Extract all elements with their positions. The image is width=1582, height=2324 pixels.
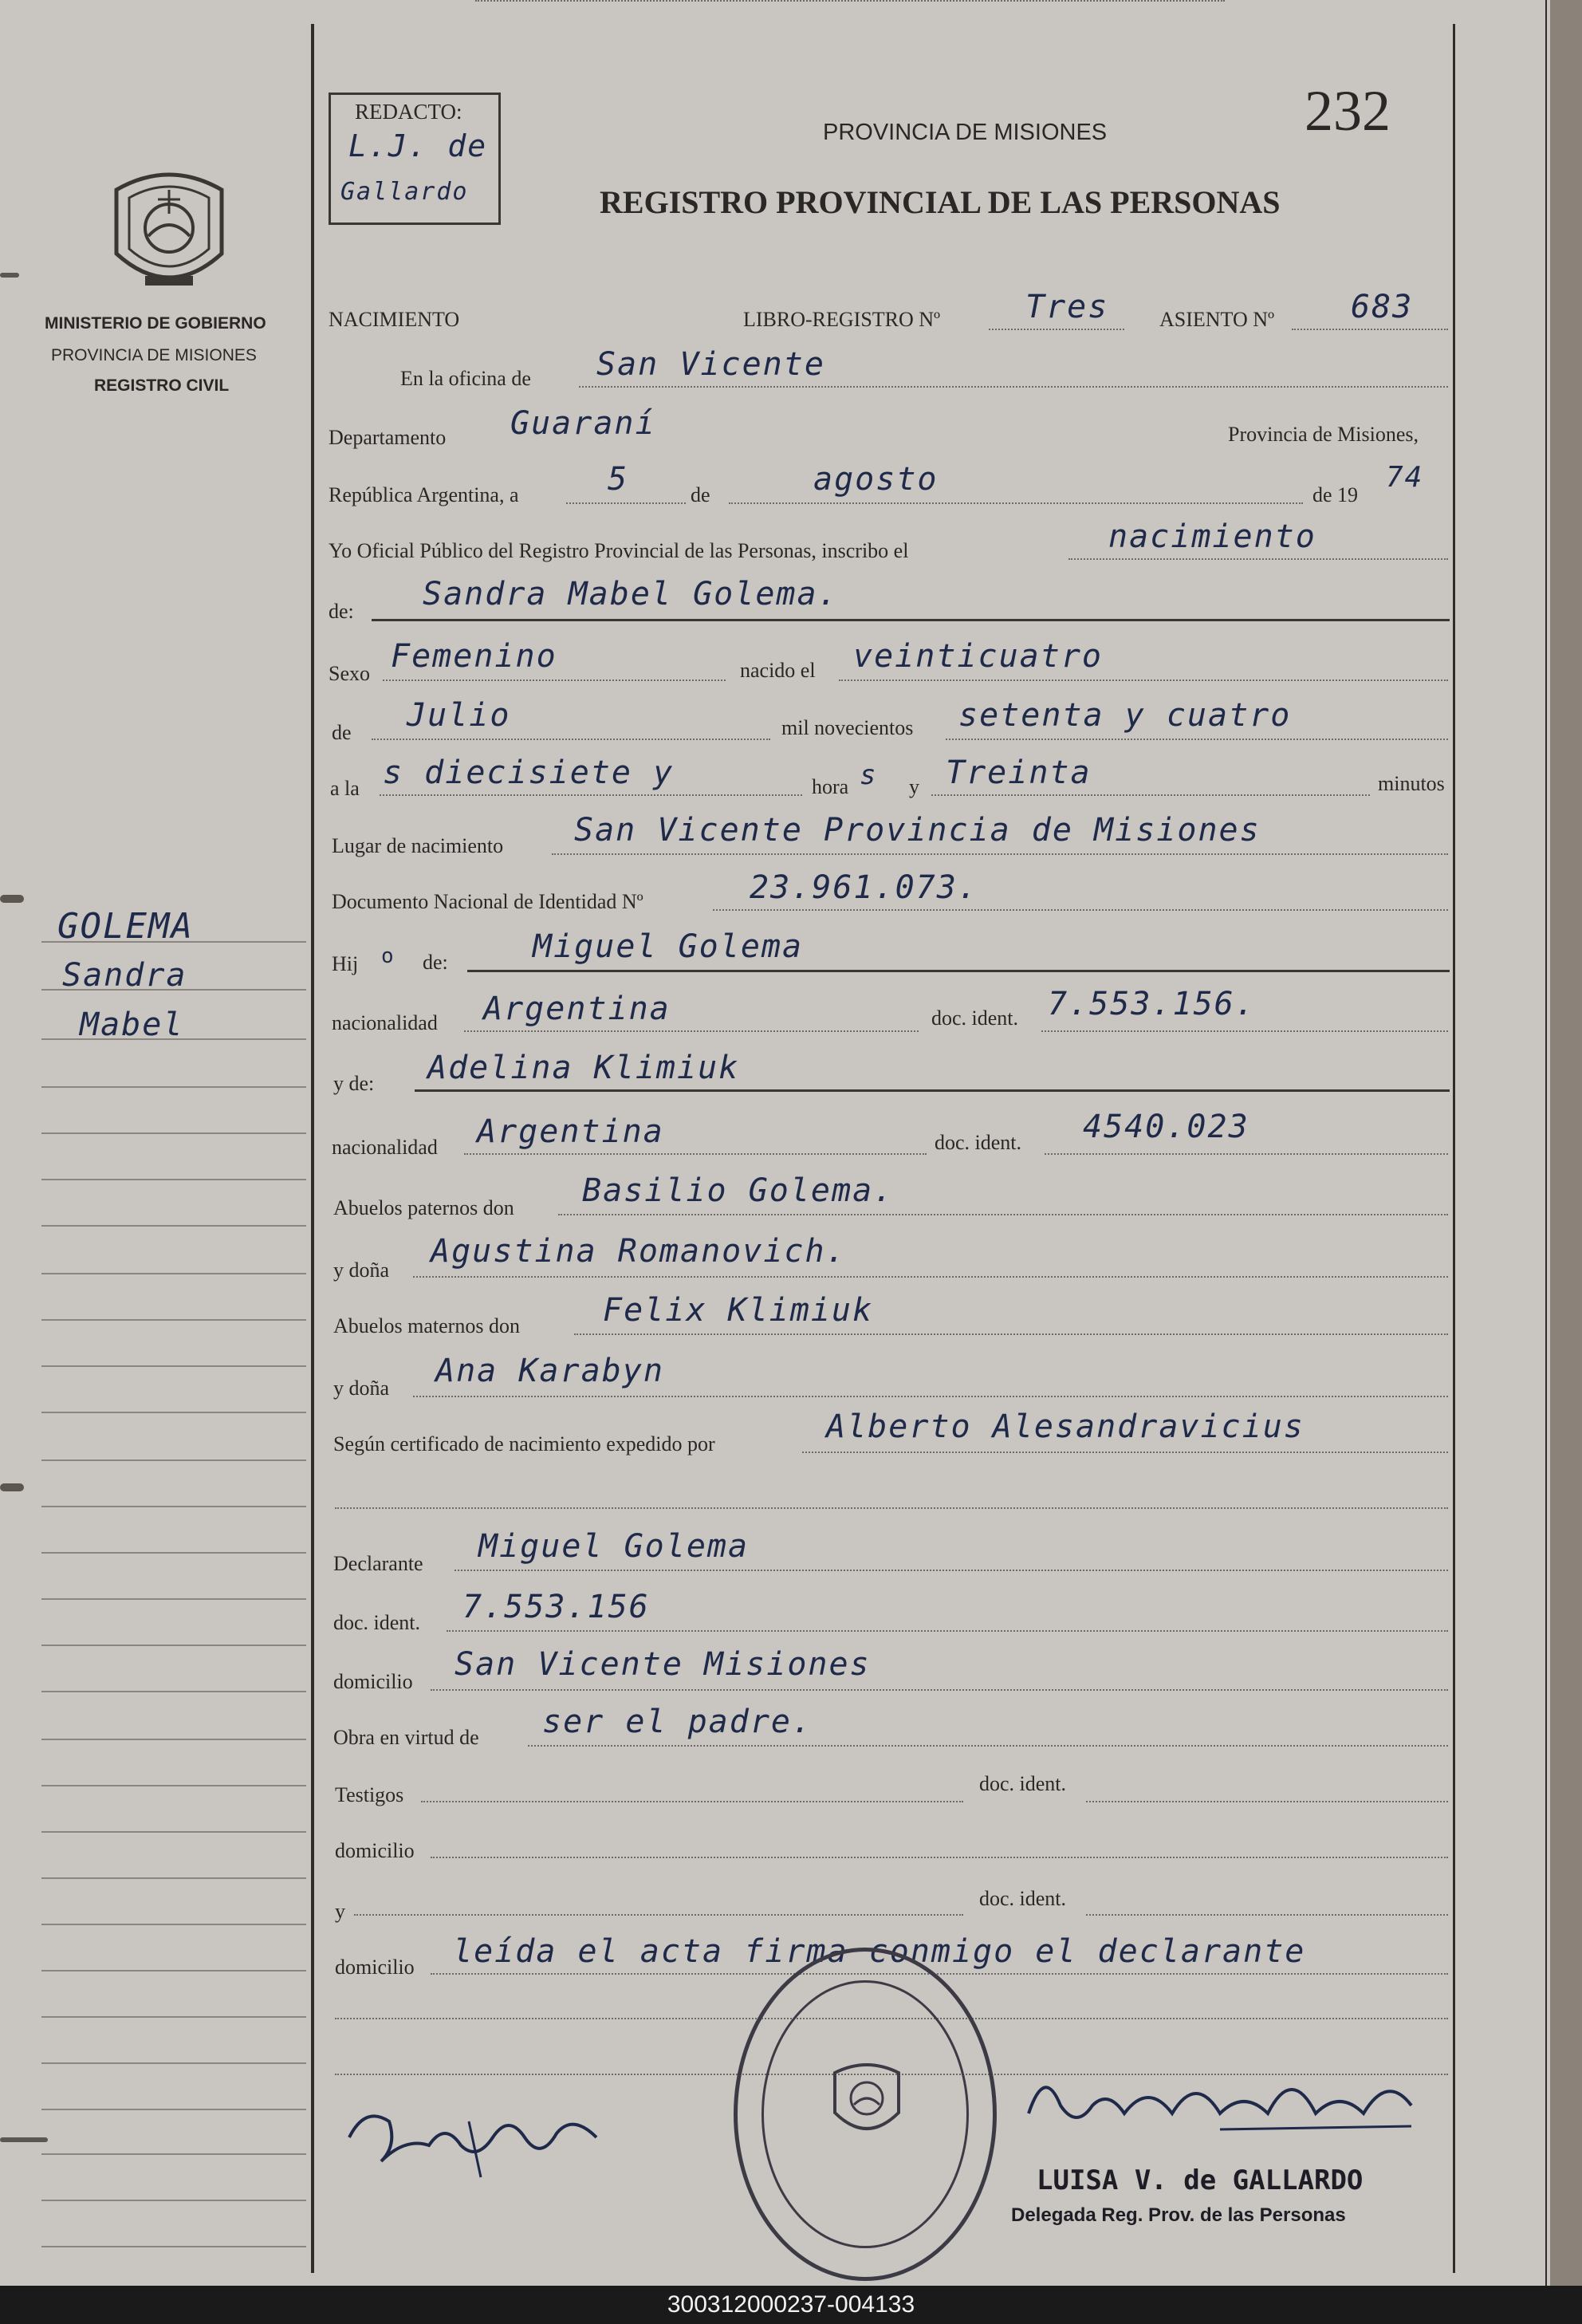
t-doc-label: doc. ident. xyxy=(979,1772,1067,1795)
de-label: de: xyxy=(329,600,354,623)
document-code: 300312000237-004133 xyxy=(0,2286,1582,2324)
official-name: LUISA V. de GALLARDO xyxy=(1037,2164,1364,2196)
asiento-label: ASIENTO Nº xyxy=(1159,308,1275,331)
t-dom-label: domicilio xyxy=(335,1839,415,1862)
official-title: Delegada Reg. Prov. de las Personas xyxy=(1011,2204,1346,2226)
madre-value: Adelina Klimiuk xyxy=(427,1050,740,1086)
doc2-label: doc. ident. xyxy=(935,1131,1022,1154)
testigos-label: Testigos xyxy=(335,1783,404,1806)
am-don-label: Abuelos maternos don xyxy=(333,1314,520,1337)
anio-value: 74 xyxy=(1386,461,1424,494)
left-margin-line xyxy=(311,24,314,2273)
page-number: 232 xyxy=(1305,79,1391,143)
ap-dona-value: Agustina Romanovich. xyxy=(431,1233,847,1270)
ap-dona-label: y doña xyxy=(333,1259,390,1282)
departamento-label: Departamento xyxy=(329,426,447,449)
domicilio-value: San Vicente Misiones xyxy=(455,1646,871,1683)
nac1-value: Argentina xyxy=(483,991,671,1027)
nac1-label: nacionalidad xyxy=(332,1011,438,1034)
nac2-label: nacionalidad xyxy=(332,1136,438,1159)
dom2-label: domicilio xyxy=(335,1956,415,1979)
provincia-suffix: Provincia de Misiones, xyxy=(1228,423,1419,446)
declarante-value: Miguel Golema xyxy=(478,1528,750,1565)
binding-tab xyxy=(0,895,24,903)
nacido-label: nacido el xyxy=(740,659,816,682)
left-signature xyxy=(341,2090,612,2185)
dni-value: 23.961.073. xyxy=(750,869,978,906)
y2-label: y xyxy=(335,1900,345,1923)
sexo-label: Sexo xyxy=(329,662,370,685)
republica-label: República Argentina, a xyxy=(329,483,519,506)
horas-label: hora xyxy=(812,775,849,798)
cert-label: Según certificado de nacimiento expedido por xyxy=(333,1432,715,1455)
margin-note-name2: Mabel xyxy=(80,1006,184,1043)
yde-label: y de: xyxy=(333,1072,375,1095)
hijo-label: Hij xyxy=(332,952,359,975)
obra-label: Obra en virtud de xyxy=(333,1726,479,1749)
sexo-value: Femenino xyxy=(391,638,557,675)
oficial-value: nacimiento xyxy=(1108,518,1316,555)
y-label: y xyxy=(909,775,919,798)
right-signature xyxy=(1013,2058,1427,2145)
binding-tab xyxy=(0,2137,48,2142)
province-seal-icon xyxy=(107,166,231,295)
redacto-box xyxy=(329,93,501,225)
ministry-label: MINISTERIO DE GOBIERNO xyxy=(45,314,266,333)
declarante-label: Declarante xyxy=(333,1552,423,1575)
doc2-value: 4540.023 xyxy=(1083,1109,1249,1145)
oficial-label: Yo Oficial Público del Registro Provincial de las Personas, inscribo el xyxy=(329,539,909,562)
stamp-seal-icon xyxy=(827,2057,907,2145)
t2-doc-label: doc. ident. xyxy=(979,1887,1067,1910)
hijo-suffix: o xyxy=(381,944,394,968)
hora-value: s diecisiete y xyxy=(383,754,675,791)
padre-value: Miguel Golema xyxy=(533,928,804,965)
ap-don-value: Basilio Golema. xyxy=(582,1172,895,1209)
cert-value: Alberto Alesandravicius xyxy=(826,1408,1305,1445)
dom2-value: leída el acta firma conmigo el declarante xyxy=(453,1933,1306,1970)
binding-tab xyxy=(0,273,19,278)
ap-don-label: Abuelos paternos don xyxy=(333,1196,514,1219)
mil-value: setenta y cuatro xyxy=(958,697,1292,734)
oficina-label: En la oficina de xyxy=(400,367,531,390)
docid-value: 7.553.156 xyxy=(462,1589,650,1625)
page-title: REGISTRO PROVINCIAL DE LAS PERSONAS xyxy=(600,184,1281,220)
lugar-value: San Vicente Provincia de Misiones xyxy=(574,812,1261,849)
page-edge xyxy=(1550,0,1582,2286)
horas-suffix: s xyxy=(860,759,878,791)
asiento-value: 683 xyxy=(1351,289,1414,325)
margin-note-surname: GOLEMA xyxy=(57,906,194,947)
redacto-label: REDACTO: xyxy=(355,100,462,124)
binding-tab xyxy=(0,1483,24,1491)
province-label: PROVINCIA DE MISIONES xyxy=(51,346,257,364)
dni-label: Documento Nacional de Identidad Nº xyxy=(332,890,643,913)
docid-label: doc. ident. xyxy=(333,1611,421,1634)
margin-note-name1: Sandra xyxy=(62,957,187,994)
anio-label: de 19 xyxy=(1312,483,1359,506)
doc1-label: doc. ident. xyxy=(931,1006,1019,1030)
oficina-value: San Vicente xyxy=(596,346,825,383)
domicilio-label: domicilio xyxy=(333,1670,413,1693)
doc1-value: 7.553.156. xyxy=(1048,986,1256,1022)
nacimiento-label: NACIMIENTO xyxy=(329,308,460,331)
redacto-value-1: L.J. de xyxy=(348,128,488,163)
de-label-2: de xyxy=(332,721,352,744)
hijo-de: de: xyxy=(423,951,448,974)
libro-label: LIBRO-REGISTRO Nº xyxy=(743,308,941,331)
dia-value: 5 xyxy=(608,461,629,498)
nacido-value: veinticuatro xyxy=(853,638,1103,675)
mes-nac-value: Julio xyxy=(407,697,511,734)
redacto-value-2: Gallardo xyxy=(340,178,469,206)
registry-label: REGISTRO CIVIL xyxy=(94,376,230,395)
obra-value: ser el padre. xyxy=(542,1704,813,1740)
official-stamp xyxy=(734,1948,997,2281)
am-don-value: Felix Klimiuk xyxy=(603,1292,874,1329)
nombre-value: Sandra Mabel Golema. xyxy=(423,576,839,613)
am-dona-value: Ana Karabyn xyxy=(435,1353,664,1389)
de-label-1: de xyxy=(691,483,710,506)
minutos-value: Treinta xyxy=(946,754,1092,791)
right-margin-line-outer xyxy=(1545,0,1547,2286)
nac2-value: Argentina xyxy=(477,1113,664,1150)
mil-label: mil novecientos xyxy=(781,716,914,739)
libro-value: Tres xyxy=(1025,289,1109,325)
right-margin-line xyxy=(1453,24,1455,2273)
ala-label: a la xyxy=(330,777,360,800)
am-dona-label: y doña xyxy=(333,1377,390,1400)
lugar-label: Lugar de nacimiento xyxy=(332,834,504,857)
departamento-value: Guaraní xyxy=(510,405,656,442)
mes-value: agosto xyxy=(813,461,939,498)
header-province: PROVINCIA DE MISIONES xyxy=(823,120,1108,145)
minutos-label: minutos xyxy=(1378,772,1445,795)
